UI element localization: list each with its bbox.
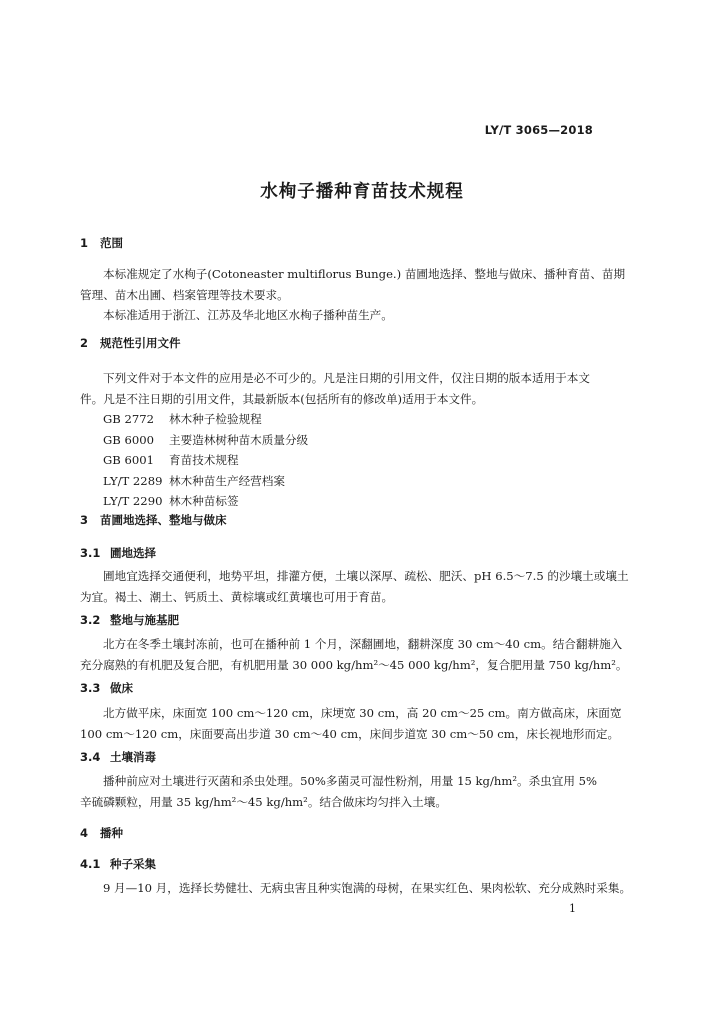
reference-name: 主要造林树种苗木质量分级 — [169, 432, 309, 447]
reference-item — [80, 409, 592, 430]
section-heading-3: 3 苗圃地选择、整地与做床 — [80, 513, 227, 527]
section-3-3-body — [80, 703, 622, 744]
paragraph-line: 圃地宜选择交通便利，地势平坦，排灌方便，土壤以深厚、疏松、肥沃、pH 6.5～7.5 的沙壤土或壤土 — [103, 569, 629, 583]
section-heading-3-4: 3.4 土壤消毒 — [80, 750, 156, 764]
document-title: 水栒子播种育苗技术规程 — [260, 182, 464, 202]
paragraph-line: 为宜。褐土、潮土、钙质土、黄棕壤或红黄壤也可用于育苗。 — [80, 589, 394, 604]
paragraph-line: 件。凡是不注日期的引用文件，其最新版本(包括所有的修改单)适用于本文件。 — [80, 391, 484, 406]
paragraph-line: 本标准规定了水栒子(Cotoneaster multiflorus Bunge.) 苗圃地选择、整地与做床、播种育苗、苗期 — [103, 267, 626, 281]
section-4-1-body — [80, 878, 632, 899]
paragraph-line: 充分腐熟的有机肥及复合肥，有机肥用量 30 000 kg/hm²～45 000 kg/hm²，复合肥用量 750 kg/hm²。 — [80, 657, 628, 672]
reference-name: 林木种子检验规程 — [169, 412, 262, 426]
section-1-body — [80, 264, 626, 326]
paragraph-line: 100 cm～120 cm，床面要高出步道 30 cm～40 cm，床间步道宽 30 cm～50 cm，床长视地形而定。 — [80, 726, 620, 741]
reference-code: GB 2772 — [103, 412, 154, 426]
section-heading-2: 2 规范性引用文件 — [80, 336, 181, 350]
paragraph-line: 本标准适用于浙江、江苏及华北地区水栒子播种苗生产。 — [103, 308, 393, 322]
reference-name: 林木种苗生产经营档案 — [169, 473, 285, 488]
section-3-1-body — [80, 566, 629, 607]
section-heading-3-3: 3.3 做床 — [80, 681, 133, 695]
reference-name: 育苗技术规程 — [169, 453, 239, 467]
paragraph-line: 下列文件对于本文件的应用是必不可少的。凡是注日期的引用文件，仅注日期的版本适用于本文 — [103, 371, 590, 385]
paragraph-line: 北方做平床，床面宽 100 cm～120 cm，床埂宽 30 cm，高 20 cm～25 cm。南方做高床，床面宽 — [103, 706, 622, 720]
section-2-body — [80, 368, 592, 512]
section-heading-1: 1 范围 — [80, 236, 123, 250]
section-3-4-body — [80, 771, 598, 812]
paragraph-line: 播种前应对土壤进行灭菌和杀虫处理。50%多菌灵可湿性粉剂，用量 15 kg/hm²。杀虫宜用 5% — [103, 774, 598, 788]
reference-code: LY/T 2289 — [103, 473, 163, 488]
reference-code: LY/T 2290 — [103, 494, 163, 508]
section-heading-4-1: 4.1 种子采集 — [80, 857, 156, 871]
section-heading-3-1: 3.1 圃地选择 — [80, 546, 156, 560]
reference-item — [80, 450, 592, 471]
paragraph-line: 9 月—10 月，选择长势健壮、无病虫害且种实饱满的母树，在果实红色、果肉松软、充分成熟时采集。 — [103, 881, 632, 895]
page-number: 1 — [569, 902, 576, 915]
reference-code: GB 6000 — [103, 432, 154, 447]
reference-item — [80, 430, 592, 451]
paragraph-line: 北方在冬季土壤封冻前，也可在播种前 1 个月，深翻圃地，翻耕深度 30 cm～40 cm。结合翻耕施入 — [103, 637, 623, 651]
reference-code: GB 6001 — [103, 453, 154, 467]
section-3-2-body — [80, 634, 628, 675]
paragraph-line: 管理、苗木出圃、档案管理等技术要求。 — [80, 287, 289, 302]
standard-code: LY/T 3065—2018 — [484, 123, 593, 137]
reference-item — [80, 471, 592, 492]
reference-item — [80, 491, 592, 512]
paragraph-line: 辛硫磷颗粒，用量 35 kg/hm²～45 kg/hm²。结合做床均匀拌入土壤。 — [80, 794, 447, 809]
section-heading-4: 4 播种 — [80, 826, 123, 840]
section-heading-3-2: 3.2 整地与施基肥 — [80, 613, 179, 627]
reference-name: 林木种苗标签 — [169, 494, 239, 508]
